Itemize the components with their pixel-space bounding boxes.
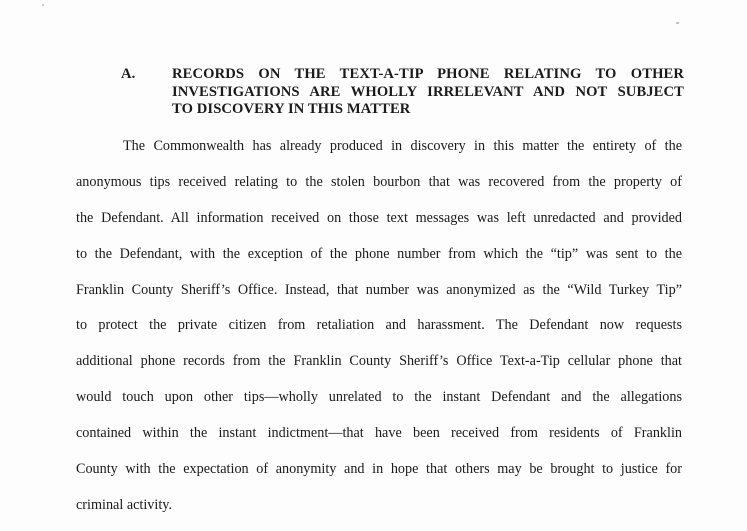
paragraph-line: criminal activity. — [76, 496, 172, 513]
scan-speck — [676, 22, 679, 24]
paragraph-line: contained within the instant indictment—that have been received from residents of Franklin — [76, 425, 682, 442]
section-title — [172, 66, 684, 119]
paragraph-line: would touch upon other tips—wholly unrelated to the instant Defendant and the allegations — [76, 389, 682, 406]
paragraph-line: anonymous tips received relating to the stolen bourbon that was recovered from the property of — [76, 173, 682, 190]
paragraph-line: to the Defendant, with the exception of the phone number from which the “tip” was sent to the — [76, 245, 682, 262]
paragraph-line: to protect the private citizen from retaliation and harassment. The Defendant now requests — [76, 317, 682, 334]
section-title-line: INVESTIGATIONS ARE WHOLLY IRRELEVANT AND NOT SUBJECT — [172, 83, 684, 100]
section-title-line: RECORDS ON THE TEXT-A-TIP PHONE RELATING TO OTHER — [172, 66, 684, 82]
section-letter: A. — [121, 66, 136, 82]
section-title-line: TO DISCOVERY IN THIS MATTER — [172, 101, 411, 117]
paragraph-line: County with the expectation of anonymity and in hope that others may be brought to justice for — [76, 461, 682, 478]
paragraph-line: additional phone records from the Franklin County Sheriff’s Office Text-a-Tip cellular phone that — [76, 353, 682, 370]
paragraph-line: Franklin County Sheriff’s Office. Instead, that number was anonymized as the “Wild Turkey Tip” — [76, 281, 682, 298]
paragraph-line: the Defendant. All information received on those text messages was left unredacted and provided — [76, 209, 682, 226]
body-paragraph — [76, 136, 682, 531]
scan-speck — [42, 4, 44, 6]
paragraph-line: The Commonwealth has already produced in discovery in this matter the entirety of the — [123, 138, 682, 154]
